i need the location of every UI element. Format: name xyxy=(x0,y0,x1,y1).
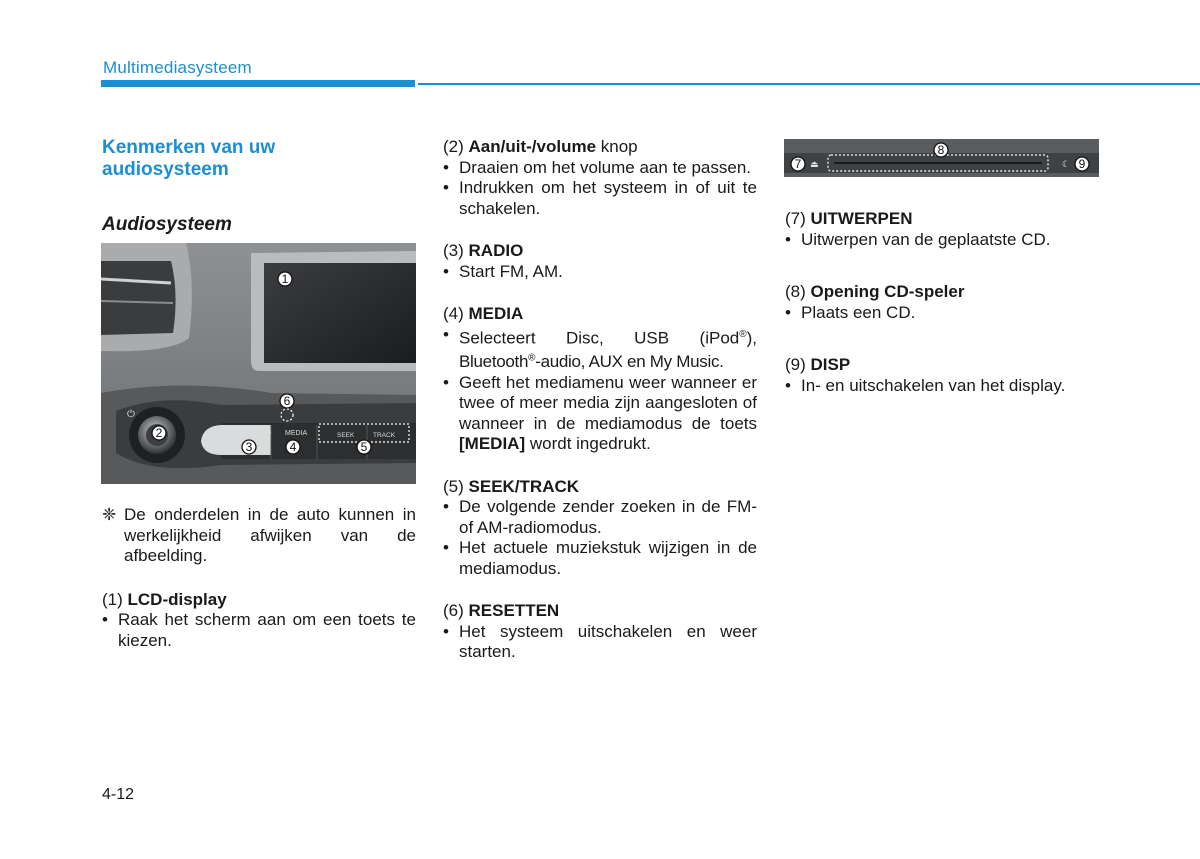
item-2-title: (2) Aan/uit-/volume knop xyxy=(443,137,638,156)
page-heading-line1: Kenmerken van uw xyxy=(102,137,276,158)
svg-text:1: 1 xyxy=(281,272,289,286)
right-column-text xyxy=(785,209,1099,396)
item-4-title: (4) MEDIA xyxy=(443,304,524,323)
eject-icon: ⏏ xyxy=(810,160,819,170)
item-6-bullet: • Het systeem uitschakelen en weer starten. xyxy=(443,622,757,663)
radio-button-label: RADIO xyxy=(249,430,272,437)
callout-1 xyxy=(278,272,292,286)
item-5-bullet-1: • De volgende zender zoeken in de FM- of AM-radiomodus. xyxy=(443,497,757,538)
item-3-title: (3) RADIO xyxy=(443,241,524,260)
callout-3 xyxy=(242,440,256,454)
svg-text:9: 9 xyxy=(1078,157,1086,171)
item-7-bullet: • Uitwerpen van de geplaatste CD. xyxy=(785,230,1099,251)
subheading: Audiosysteem xyxy=(102,214,232,235)
item-8-title: (8) Opening CD-speler xyxy=(785,282,965,301)
item-9-title: (9) DISP xyxy=(785,355,851,374)
disp-icon: ☾ xyxy=(1062,160,1071,170)
item-5-title: (5) SEEK/TRACK xyxy=(443,476,580,496)
item-4-bullet-2: • Geeft het mediamenu weer wanneer er twee of meer media zijn aangesloten of wanneer in de mediamodus de toets [MEDIA] wordt ingedrukt. xyxy=(443,373,757,455)
item-1-bullet: • Raak het scherm aan om een toets te kiezen. xyxy=(102,610,416,651)
svg-text:2: 2 xyxy=(155,426,163,440)
page-heading xyxy=(102,137,275,181)
middle-column-text xyxy=(443,137,757,663)
item-8-bullet: • Plaats een CD. xyxy=(785,303,1099,324)
item-7-title: (7) UITWERPEN xyxy=(785,209,913,228)
note-text: De onderdelen in de auto kunnen in werkelijkheid afwijken van de afbeelding. xyxy=(124,505,416,565)
section-title: Multimediasysteem xyxy=(103,58,252,77)
item-3-bullet: • Start FM, AM. xyxy=(443,262,757,283)
callout-7 xyxy=(791,157,805,171)
svg-text:5: 5 xyxy=(360,440,368,454)
header-rule-thin xyxy=(418,83,1200,85)
seek-button-label: SEEK xyxy=(337,432,355,439)
callout-5 xyxy=(357,440,371,454)
callout-9 xyxy=(1075,157,1089,171)
cd-slot-photo xyxy=(784,139,1099,177)
power-icon: ⏻ xyxy=(127,409,135,420)
callout-4 xyxy=(286,440,300,454)
callout-6 xyxy=(280,394,294,408)
callout-2 xyxy=(152,426,166,440)
cd-slot-illustration xyxy=(784,139,1099,177)
svg-text:3: 3 xyxy=(245,440,253,454)
page-number: 4-12 xyxy=(102,786,135,803)
audio-system-photo xyxy=(101,243,416,484)
audio-system-illustration xyxy=(101,243,416,484)
item-4-bullet-1: • Selecteert Disc, USB (iPod®), Bluetooth®-audio, AUX en My Music. xyxy=(443,325,757,373)
note xyxy=(102,505,416,567)
svg-text:6: 6 xyxy=(283,394,291,408)
svg-text:7: 7 xyxy=(794,157,802,171)
header-rule-thick xyxy=(101,80,415,87)
svg-text:4: 4 xyxy=(289,440,297,454)
left-column-text xyxy=(102,505,416,651)
item-9-bullet: • In- en uitschakelen van het display. xyxy=(785,376,1099,397)
note-mark: ❈ xyxy=(102,505,117,524)
item-5-bullet-2: • Het actuele muziekstuk wijzigen in de mediamodus. xyxy=(443,538,757,579)
media-button-label: MEDIA xyxy=(285,430,308,437)
page-heading-line2: audiosysteem xyxy=(102,159,229,180)
item-1-title: (1) LCD-display xyxy=(102,589,227,609)
item-2-bullet-2: • Indrukken om het systeem in of uit te schakelen. xyxy=(443,178,757,219)
svg-text:8: 8 xyxy=(937,143,945,157)
track-button-label: TRACK xyxy=(373,432,396,439)
item-6-title: (6) RESETTEN xyxy=(443,601,560,621)
callout-8 xyxy=(934,143,948,157)
item-2-bullet-1: • Draaien om het volume aan te passen. xyxy=(443,158,757,179)
